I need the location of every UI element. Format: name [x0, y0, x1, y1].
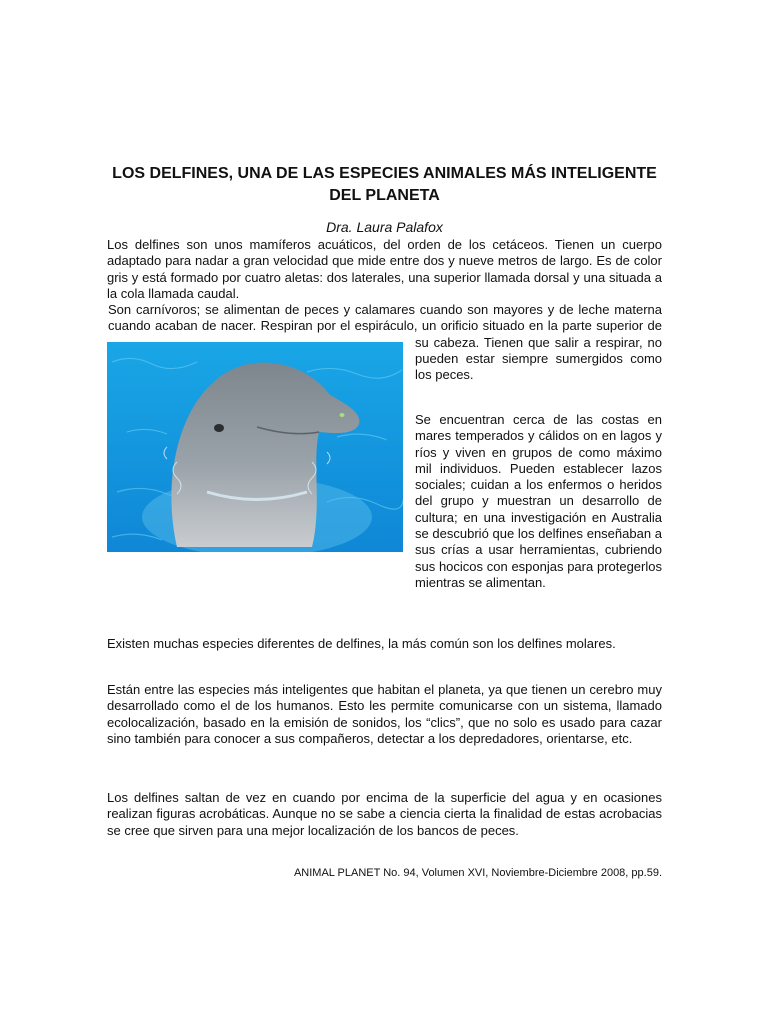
paragraph-3-text: Se encuentran cerca de las costas en mares temperados y cálidos on en lagos y ríos y viven en grupos de como máximo mil individuos. Pueden establecer lazos sociales; cuidan a los enfermos o heridos del grupo y muestran un desarrollo de cultura; en una investigación en Australia se descubrió que los delfines enseñaban a sus crías a usar herramientas, cubriendo sus hocicos con esponjas para protegerlos mientras se alimentan. [415, 412, 662, 590]
article-title: LOS DELFINES, UNA DE LAS ESPECIES ANIMALES MÁS INTELIGENTE DEL PLANETA [112, 165, 657, 204]
paragraph-4: Existen muchas especies diferentes de delfines, la más común son los delfines molares. [107, 636, 616, 651]
paragraph-6: Los delfines saltan de vez en cuando por encima de la superficie del agua y en ocasiones realizan figuras acrobáticas. Aunque no se sabe a ciencia cierta la finalidad de estas acrobacias se cree que sirven para una mejor localización de los bancos de peces. [107, 790, 662, 838]
paragraph-3 [107, 412, 662, 591]
paragraph-5: Están entre las especies más inteligentes que habitan el planeta, ya que tienen un cerebro muy desarrollado como el de los humanos. Esto les permite comunicarse con un sistema, llamado ecolocalización, basado en la emisión de sonidos, los “clics”, que no solo es usado para cazar sino también para conocer a sus compañeros, detectar a los depredadores, orientarse, etc. [107, 682, 662, 746]
source-reference: ANIMAL PLANET No. 94, Volumen XVI, Noviembre-Diciembre 2008, pp.59. [293, 867, 662, 879]
article-author: Dra. Laura Palafox [326, 219, 443, 235]
paragraph-1: Los delfines son unos mamíferos acuáticos, del orden de los cetáceos. Tienen un cuerpo adaptado para nadar a gran velocidad que mide entre dos y nueve metros de largo. Es de color gris y está formado por cuatro aletas: dos laterales, una superior llamada dorsal y una situada a la cola llamada caudal. [107, 237, 662, 301]
paragraph-2-text: Son carnívoros; se alimentan de peces y calamares cuando son mayores y de leche materna cuando acaban de nacer. Respiran por el espiráculo, un orificio situado en la parte superior de su cabeza. Tienen que salir a respirar, no pueden estar siempre sumergidos como los peces. [108, 302, 662, 383]
